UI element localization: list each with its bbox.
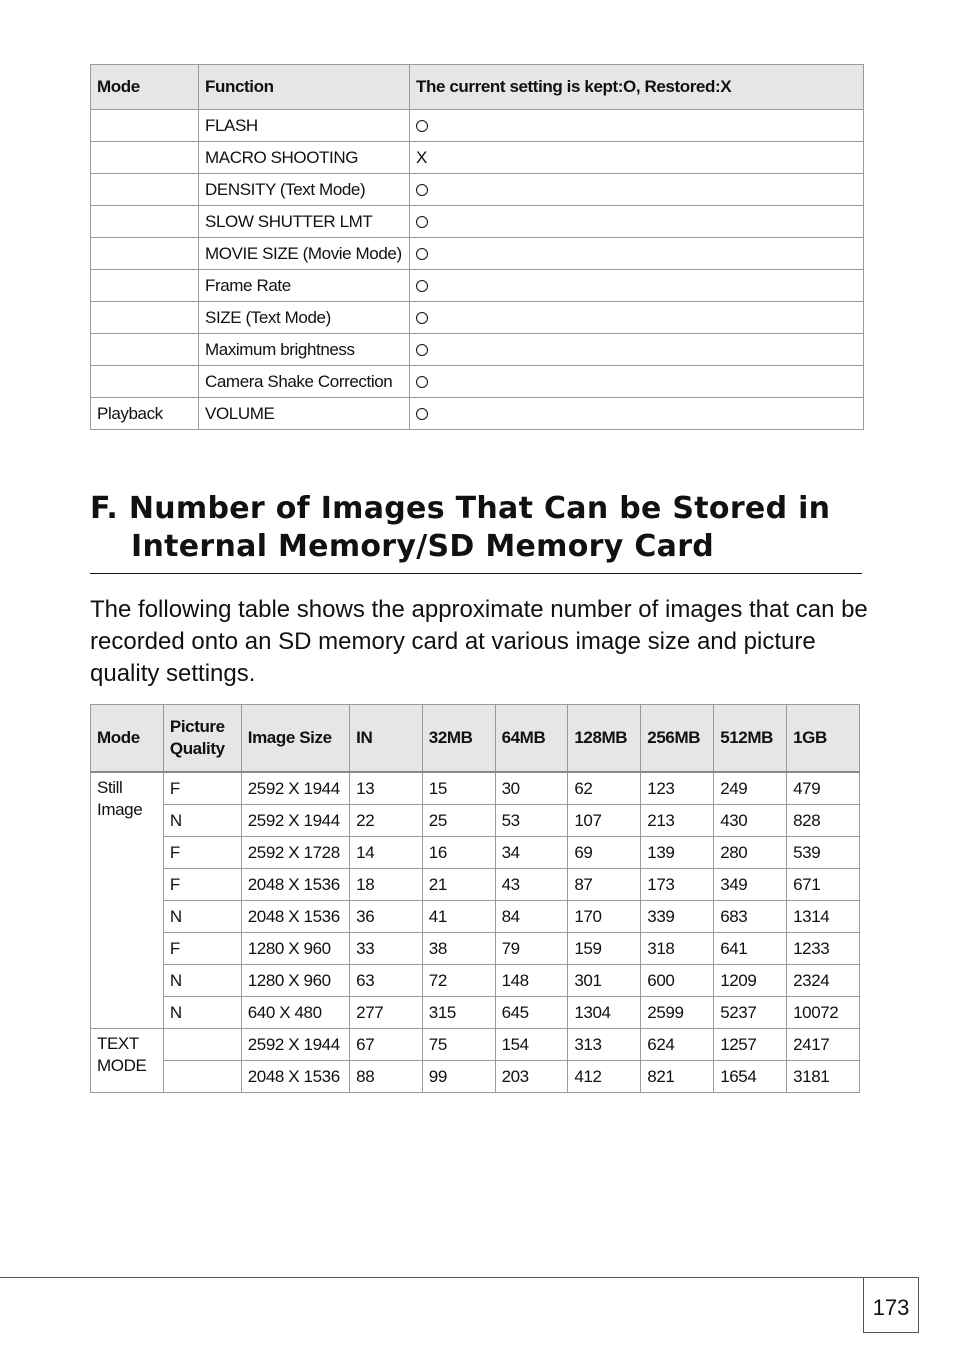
data-cell: 2592 X 1944	[241, 1029, 349, 1061]
section-heading-line1: F. Number of Images That Can be Stored in	[90, 491, 831, 526]
col-header: Mode	[91, 705, 164, 773]
data-cell: 1233	[787, 933, 860, 965]
data-cell: 5237	[714, 997, 787, 1029]
data-cell: 1280 X 960	[241, 933, 349, 965]
settings-function-cell: VOLUME	[199, 398, 410, 430]
data-cell: 13	[350, 772, 423, 805]
data-cell: 683	[714, 901, 787, 933]
settings-mode-cell	[91, 366, 199, 398]
table-row	[91, 869, 860, 901]
data-cell: 2324	[787, 965, 860, 997]
page-number: 173	[863, 1277, 919, 1333]
data-cell: 63	[350, 965, 423, 997]
col-header: 1GB	[787, 705, 860, 773]
kept-circle-icon	[416, 376, 428, 388]
data-cell: F	[163, 772, 241, 805]
settings-value-cell	[410, 366, 864, 398]
data-cell: 15	[422, 772, 495, 805]
intro-paragraph: The following table shows the approximate number of images that can be recorded onto an SD memory card at various image size and picture quality settings.	[90, 596, 868, 687]
data-cell	[163, 1029, 241, 1061]
settings-row	[91, 206, 864, 238]
data-cell: 33	[350, 933, 423, 965]
data-cell: 84	[495, 901, 568, 933]
data-cell: N	[163, 965, 241, 997]
settings-row	[91, 366, 864, 398]
data-cell: 18	[350, 869, 423, 901]
image-count-table-header	[91, 705, 860, 773]
heading-divider	[90, 573, 862, 574]
kept-circle-icon	[416, 248, 428, 260]
data-cell: 14	[350, 837, 423, 869]
table-row	[91, 965, 860, 997]
settings-mode-cell	[91, 174, 199, 206]
data-cell: 1654	[714, 1061, 787, 1093]
mode-cell: Still Image	[91, 772, 164, 1029]
table-row	[91, 1029, 860, 1061]
settings-mode-cell	[91, 270, 199, 302]
data-cell: 43	[495, 869, 568, 901]
data-cell: 36	[350, 901, 423, 933]
data-cell: 1280 X 960	[241, 965, 349, 997]
settings-value-cell	[410, 206, 864, 238]
settings-row	[91, 398, 864, 430]
data-cell: 313	[568, 1029, 641, 1061]
data-cell: 2048 X 1536	[241, 869, 349, 901]
kept-circle-icon	[416, 120, 428, 132]
data-cell: N	[163, 901, 241, 933]
data-cell: 600	[641, 965, 714, 997]
data-cell: 249	[714, 772, 787, 805]
table-row	[91, 933, 860, 965]
settings-row	[91, 302, 864, 334]
data-cell: 22	[350, 805, 423, 837]
data-cell: 640 X 480	[241, 997, 349, 1029]
col-header: 128MB	[568, 705, 641, 773]
data-cell: 38	[422, 933, 495, 965]
data-cell: F	[163, 837, 241, 869]
mode-cell: TEXT MODE	[91, 1029, 164, 1093]
data-cell: 107	[568, 805, 641, 837]
data-cell: 821	[641, 1061, 714, 1093]
settings-function-cell: Camera Shake Correction	[199, 366, 410, 398]
data-cell: 159	[568, 933, 641, 965]
settings-value-cell	[410, 302, 864, 334]
settings-mode-cell	[91, 206, 199, 238]
data-cell: 16	[422, 837, 495, 869]
data-cell: 349	[714, 869, 787, 901]
section-heading	[90, 490, 862, 566]
settings-value-cell	[410, 174, 864, 206]
data-cell: 2048 X 1536	[241, 1061, 349, 1093]
data-cell: 123	[641, 772, 714, 805]
data-cell: 2592 X 1944	[241, 772, 349, 805]
col-header: IN	[350, 705, 423, 773]
data-cell: N	[163, 805, 241, 837]
settings-row	[91, 270, 864, 302]
table-row	[91, 805, 860, 837]
data-cell: 30	[495, 772, 568, 805]
section-heading-line2: Internal Memory/SD Memory Card	[131, 529, 715, 564]
settings-row	[91, 334, 864, 366]
kept-circle-icon	[416, 216, 428, 228]
kept-circle-icon	[416, 408, 428, 420]
col-header: Picture Quality	[163, 705, 241, 773]
settings-row	[91, 110, 864, 142]
data-cell: 2417	[787, 1029, 860, 1061]
data-cell: 34	[495, 837, 568, 869]
data-cell: 21	[422, 869, 495, 901]
col-header: 512MB	[714, 705, 787, 773]
header-mode: Mode	[91, 65, 199, 110]
settings-value-cell	[410, 398, 864, 430]
data-cell: 1257	[714, 1029, 787, 1061]
col-header: Image Size	[241, 705, 349, 773]
settings-mode-cell	[91, 302, 199, 334]
settings-table-header	[91, 65, 864, 110]
data-cell: 1209	[714, 965, 787, 997]
header-function: Function	[199, 65, 410, 110]
data-cell: 148	[495, 965, 568, 997]
kept-circle-icon	[416, 312, 428, 324]
table-row	[91, 901, 860, 933]
settings-mode-cell	[91, 110, 199, 142]
settings-function-cell: DENSITY (Text Mode)	[199, 174, 410, 206]
image-count-table	[90, 704, 860, 1093]
settings-value-cell: X	[410, 142, 864, 174]
data-cell: 72	[422, 965, 495, 997]
data-cell: N	[163, 997, 241, 1029]
data-cell: 25	[422, 805, 495, 837]
col-header: 32MB	[422, 705, 495, 773]
data-cell: 2592 X 1728	[241, 837, 349, 869]
data-cell: 173	[641, 869, 714, 901]
data-cell: 139	[641, 837, 714, 869]
data-cell: 301	[568, 965, 641, 997]
settings-function-cell: FLASH	[199, 110, 410, 142]
data-cell: 280	[714, 837, 787, 869]
data-cell: 277	[350, 997, 423, 1029]
data-cell: F	[163, 869, 241, 901]
settings-table	[90, 64, 864, 430]
data-cell: 75	[422, 1029, 495, 1061]
settings-function-cell: Maximum brightness	[199, 334, 410, 366]
table-row	[91, 837, 860, 869]
settings-value-cell	[410, 270, 864, 302]
data-cell: 641	[714, 933, 787, 965]
data-cell: 1314	[787, 901, 860, 933]
data-cell: 430	[714, 805, 787, 837]
data-cell: 79	[495, 933, 568, 965]
settings-function-cell: MACRO SHOOTING	[199, 142, 410, 174]
settings-mode-cell	[91, 334, 199, 366]
footer-divider	[0, 1277, 918, 1278]
table-row	[91, 772, 860, 805]
kept-circle-icon	[416, 344, 428, 356]
kept-circle-icon	[416, 280, 428, 292]
data-cell: 41	[422, 901, 495, 933]
data-cell: 828	[787, 805, 860, 837]
data-cell: 88	[350, 1061, 423, 1093]
settings-function-cell: MOVIE SIZE (Movie Mode)	[199, 238, 410, 270]
settings-value-cell	[410, 110, 864, 142]
col-header: 64MB	[495, 705, 568, 773]
data-cell: 67	[350, 1029, 423, 1061]
data-cell: 539	[787, 837, 860, 869]
data-cell: 2599	[641, 997, 714, 1029]
settings-mode-cell	[91, 142, 199, 174]
data-cell: 479	[787, 772, 860, 805]
settings-value-cell	[410, 238, 864, 270]
data-cell: 624	[641, 1029, 714, 1061]
data-cell: 213	[641, 805, 714, 837]
table-row	[91, 997, 860, 1029]
settings-row	[91, 238, 864, 270]
header-setting: The current setting is kept:O, Restored:X	[410, 65, 864, 110]
data-cell: 154	[495, 1029, 568, 1061]
settings-function-cell: SIZE (Text Mode)	[199, 302, 410, 334]
settings-row	[91, 174, 864, 206]
data-cell: 69	[568, 837, 641, 869]
data-cell: 2592 X 1944	[241, 805, 349, 837]
data-cell: 671	[787, 869, 860, 901]
data-cell: 203	[495, 1061, 568, 1093]
data-cell: 53	[495, 805, 568, 837]
data-cell: 315	[422, 997, 495, 1029]
data-cell: 10072	[787, 997, 860, 1029]
settings-function-cell: Frame Rate	[199, 270, 410, 302]
settings-mode-cell	[91, 238, 199, 270]
data-cell: 3181	[787, 1061, 860, 1093]
col-header: 256MB	[641, 705, 714, 773]
settings-row	[91, 142, 864, 174]
settings-function-cell: SLOW SHUTTER LMT	[199, 206, 410, 238]
kept-circle-icon	[416, 184, 428, 196]
table-row	[91, 1061, 860, 1093]
settings-mode-cell: Playback	[91, 398, 199, 430]
data-cell: 99	[422, 1061, 495, 1093]
data-cell: 412	[568, 1061, 641, 1093]
data-cell	[163, 1061, 241, 1093]
data-cell: 170	[568, 901, 641, 933]
settings-value-cell	[410, 334, 864, 366]
data-cell: 339	[641, 901, 714, 933]
data-cell: F	[163, 933, 241, 965]
data-cell: 645	[495, 997, 568, 1029]
data-cell: 62	[568, 772, 641, 805]
data-cell: 1304	[568, 997, 641, 1029]
data-cell: 2048 X 1536	[241, 901, 349, 933]
data-cell: 87	[568, 869, 641, 901]
data-cell: 318	[641, 933, 714, 965]
